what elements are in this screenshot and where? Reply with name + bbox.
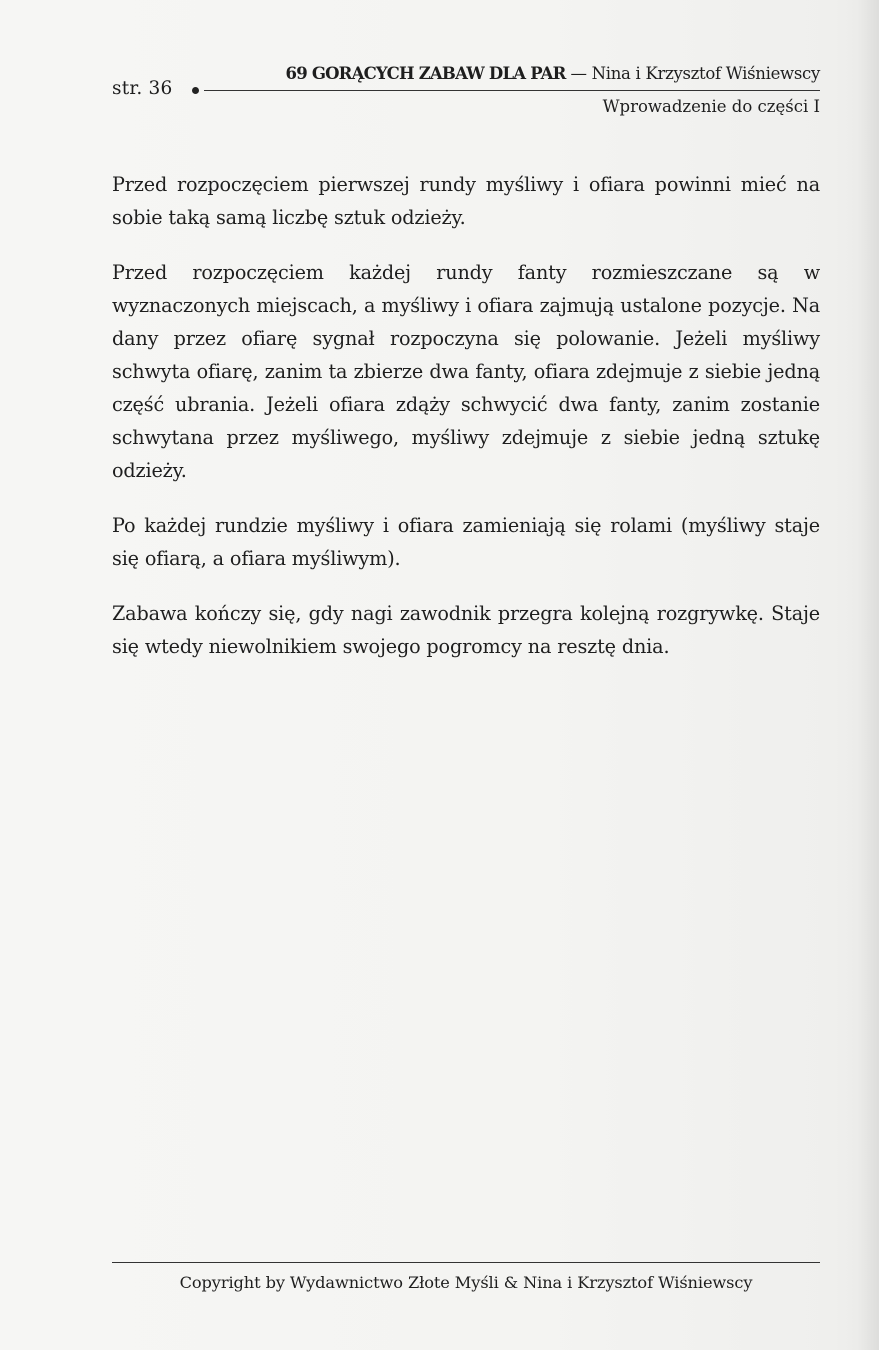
paragraph: Przed rozpoczęciem pierwszej rundy myśliwy i ofiara powinni mieć na sobie taką samą liczbę sztuk odzieży. xyxy=(112,173,820,229)
paragraph: Po każdej rundzie myśliwy i ofiara zamieniają się rolami (myśliwy staje się ofiarą, a ofiara myśliwym). xyxy=(112,514,820,570)
running-header xyxy=(112,60,820,130)
bullet-icon xyxy=(192,87,199,94)
page-number: str. 36 xyxy=(112,78,173,99)
header-rule xyxy=(204,90,820,91)
header-title xyxy=(286,64,820,83)
page-edge-shadow xyxy=(857,0,879,1350)
copyright-footer: Copyright by Wydawnictwo Złote Myśli & Nina i Krzysztof Wiśniewscy xyxy=(179,1273,753,1292)
footer-rule xyxy=(112,1262,820,1263)
main-text xyxy=(112,168,820,685)
title-separator: — xyxy=(565,64,592,83)
paragraph: Zabawa kończy się, gdy nagi zawodnik przegra kolejną rozgrywkę. Staje się wtedy niewolnikiem swojego pogromcy na resztę dnia. xyxy=(112,602,820,658)
paragraph: Przed rozpoczęciem każdej rundy fanty rozmieszczane są w wyznaczonych miejscach, a myśliwy i ofiara zajmują ustalone pozycje. Na dany przez ofiarę sygnał rozpoczyna się polowanie. Jeżeli myśliwy schwyta ofiarę, zanim ta zbierze dwa fanty, ofiara zdejmuje z siebie jedną część ubrania. Jeżeli ofiara zdąży schwycić dwa fanty, zanim zostanie schwytana przez myśliwego, myśliwy zdejmuje z siebie jedną sztukę odzieży. xyxy=(112,261,820,482)
book-title: 69 GORĄCYCH ZABAW DLA PAR xyxy=(285,64,566,83)
authors: Nina i Krzysztof Wiśniewscy xyxy=(591,64,820,83)
section-title: Wprowadzenie do części I xyxy=(602,97,820,116)
